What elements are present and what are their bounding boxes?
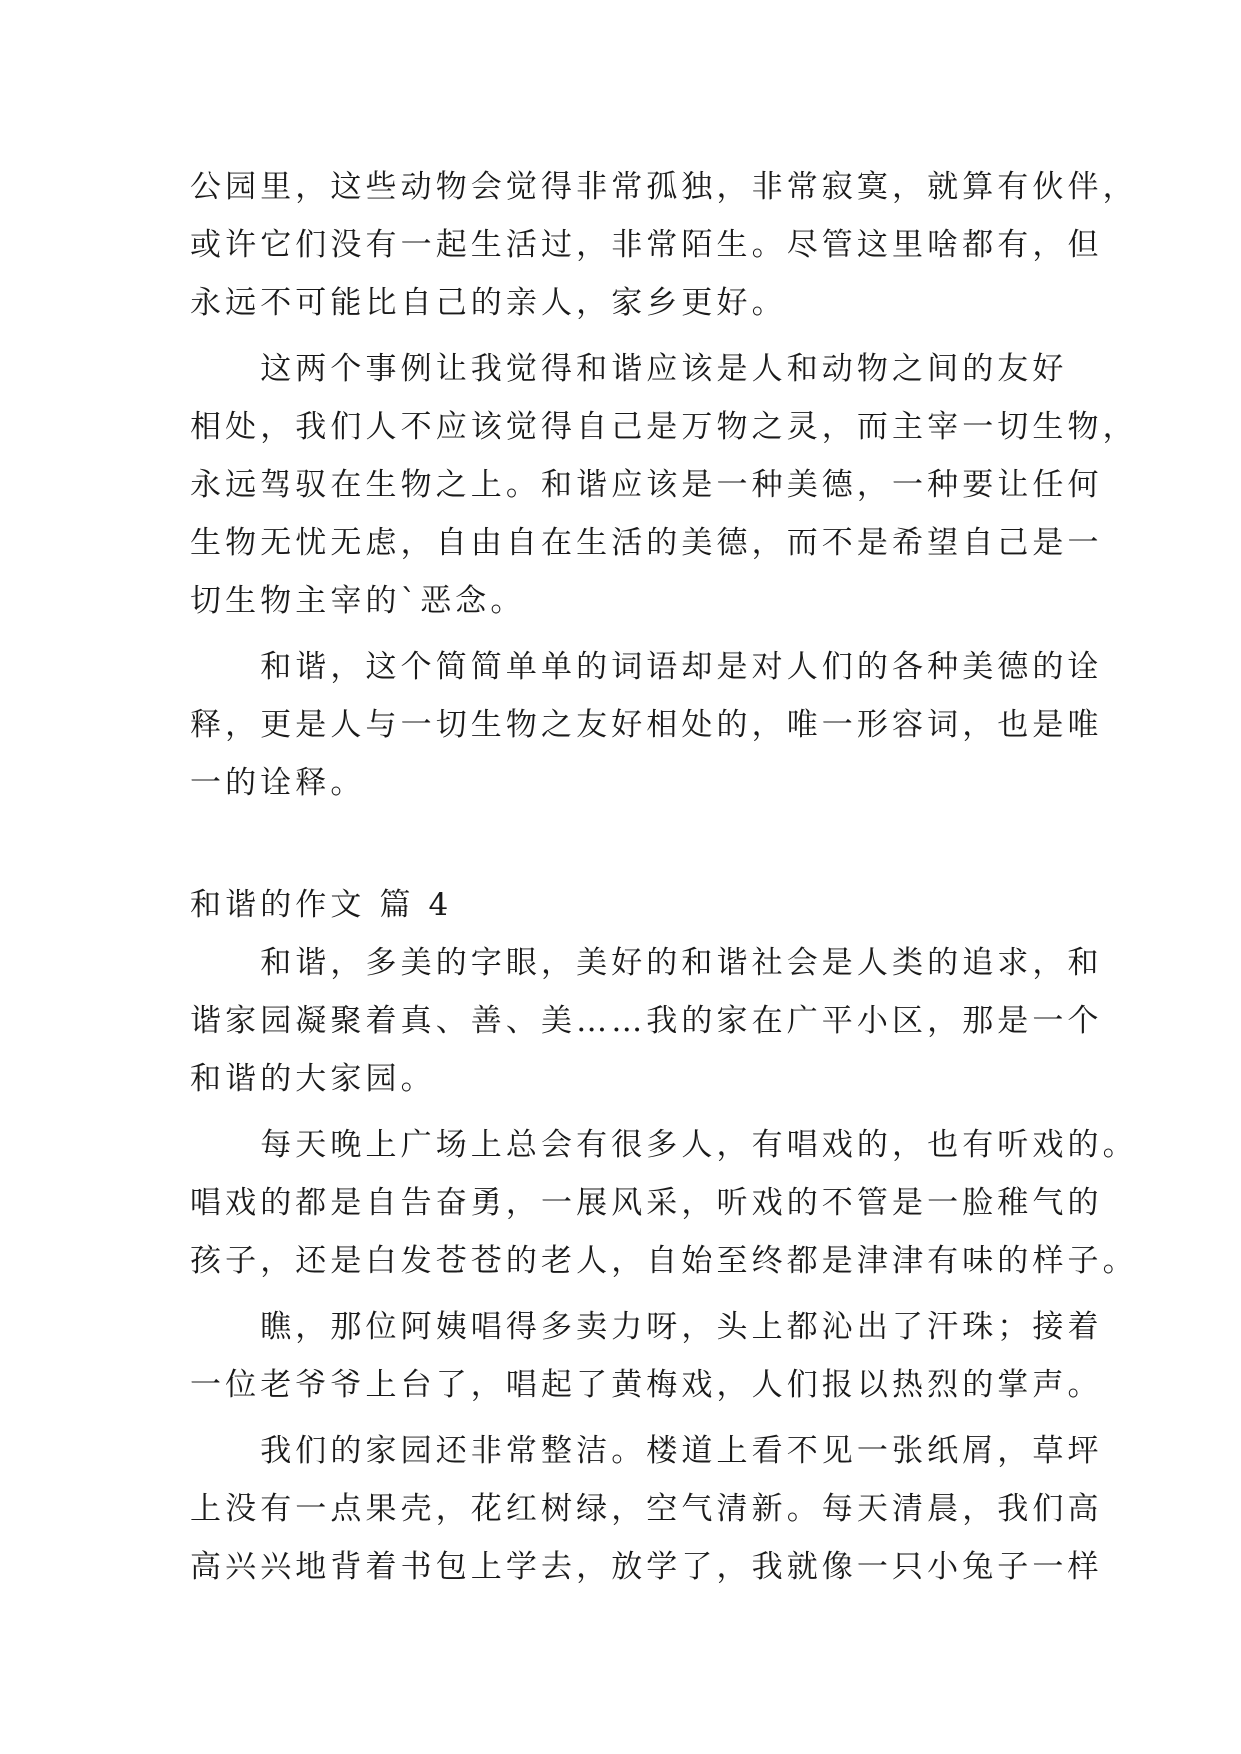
text-line: 每天晚上广场上总会有很多人，有唱戏的，也有听戏的。	[190, 1127, 1138, 1163]
text-line: 切生物主宰的`恶念。	[190, 583, 526, 619]
text-line: 这两个事例让我觉得和谐应该是人和动物之间的友好	[190, 351, 1068, 387]
paragraph	[190, 638, 1103, 812]
paragraph	[190, 158, 1138, 332]
text-line: 永远不可能比自己的亲人，家乡更好。	[190, 285, 787, 321]
paragraph	[190, 340, 1138, 630]
text-line: 我们的家园还非常整洁。楼道上看不见一张纸屑，草坪	[190, 1433, 1103, 1469]
paragraph	[190, 1422, 1103, 1596]
text-line: 生物无忧无虑，自由自在生活的美德，而不是希望自己是一	[190, 525, 1103, 561]
paragraph	[190, 1116, 1138, 1290]
text-line: 一的诠释。	[190, 765, 366, 801]
document-body	[190, 158, 1138, 1596]
text-line: 永远驾驭在生物之上。和谐应该是一种美德，一种要让任何	[190, 467, 1103, 503]
text-line: 谐家园凝聚着真、善、美……我的家在广平小区，那是一个	[190, 1003, 1103, 1039]
paragraph	[190, 934, 1103, 1108]
text-line: 上没有一点果壳，花红树绿，空气清新。每天清晨，我们高	[190, 1491, 1103, 1527]
text-line: 和谐的大家园。	[190, 1061, 436, 1097]
text-line: 释，更是人与一切生物之友好相处的，唯一形容词，也是唯	[190, 707, 1103, 743]
text-line: 和谐，这个简简单单的词语却是对人们的各种美德的诠	[190, 649, 1103, 685]
text-line: 唱戏的都是自告奋勇，一展风采，听戏的不管是一脸稚气的	[190, 1185, 1103, 1221]
text-line: 或许它们没有一起生活过，非常陌生。尽管这里啥都有，但	[190, 227, 1103, 263]
section-heading: 和谐的作文 篇 4	[190, 887, 453, 923]
text-line: 公园里，这些动物会觉得非常孤独，非常寂寞，就算有伙伴，	[190, 169, 1138, 205]
text-line: 和谐，多美的字眼，美好的和谐社会是人类的追求，和	[190, 945, 1103, 981]
text-line: 高兴兴地背着书包上学去，放学了，我就像一只小兔子一样	[190, 1549, 1103, 1585]
text-line: 瞧，那位阿姨唱得多卖力呀，头上都沁出了汗珠；接着	[190, 1309, 1103, 1345]
text-line: 一位老爷爷上台了，唱起了黄梅戏，人们报以热烈的掌声。	[190, 1367, 1103, 1403]
paragraph	[190, 1298, 1103, 1414]
text-line: 相处，我们人不应该觉得自己是万物之灵，而主宰一切生物，	[190, 409, 1138, 445]
text-line: 孩子，还是白发苍苍的老人，自始至终都是津津有味的样子。	[190, 1243, 1138, 1279]
